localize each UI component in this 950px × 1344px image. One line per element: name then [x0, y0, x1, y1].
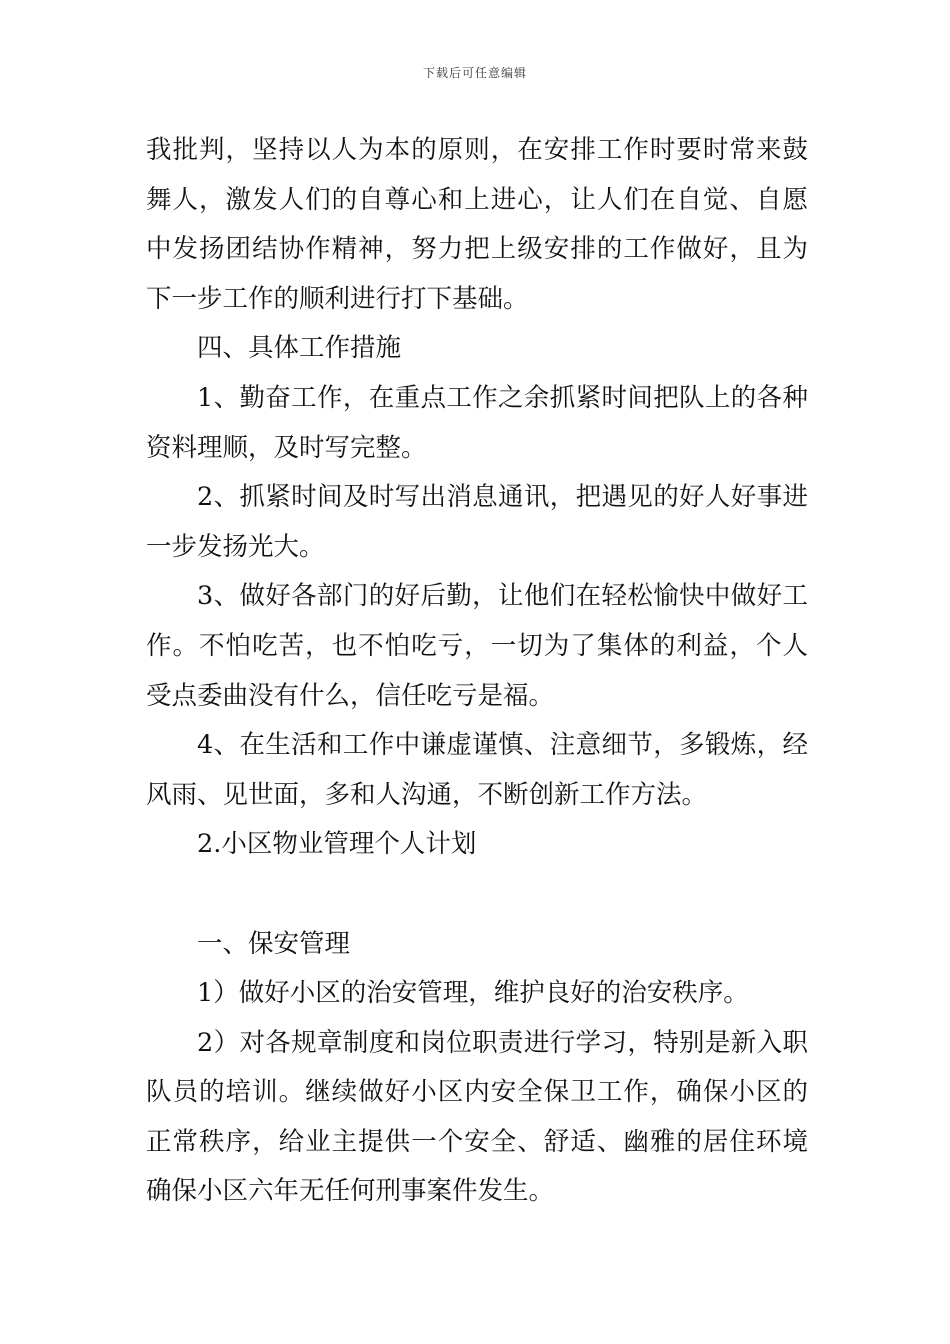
text-line: 一步发扬光大。 [146, 531, 325, 562]
text-line: 受点委曲没有什么，信任吃亏是福。 [146, 680, 555, 711]
text-line: 四、具体工作措施 [197, 333, 402, 364]
text-line: 一、保安管理 [197, 928, 351, 959]
text-line: 队员的培训。继续做好小区内安全保卫工作，确保小区的 [146, 1077, 808, 1108]
blank-line [146, 870, 808, 920]
text-line: 2）对各规章制度和岗位职责进行学习，特别是新入职 [197, 1027, 808, 1058]
document-body [146, 126, 808, 1217]
text-line: 2.小区物业管理个人计划 [197, 829, 477, 860]
text-line: 舞人，激发人们的自尊心和上进心，让人们在自觉、自愿 [146, 184, 808, 215]
text-line: 作。不怕吃苦，也不怕吃亏，一切为了集体的利益，个人 [146, 630, 808, 661]
text-line: 正常秩序，给业主提供一个安全、舒适、幽雅的居住环境 [146, 1126, 808, 1157]
text-line: 1、勤奋工作，在重点工作之余抓紧时间把队上的各种 [197, 382, 808, 413]
text-line: 2、抓紧时间及时写出消息通讯，把遇见的好人好事进 [197, 482, 808, 513]
text-line: 中发扬团结协作精神，努力把上级安排的工作做好，且为 [146, 234, 808, 265]
text-line: 4、在生活和工作中谦虚谨慎、注意细节，多锻炼，经 [197, 730, 808, 761]
text-line: 资料理顺，及时写完整。 [146, 432, 427, 463]
page-header: 下载后可任意编辑 [422, 66, 527, 80]
text-line: 下一步工作的顺利进行打下基础。 [146, 283, 529, 314]
text-line: 1）做好小区的治安管理，维护良好的治安秩序。 [197, 978, 749, 1009]
text-line: 3、做好各部门的好后勤，让他们在轻松愉快中做好工 [197, 581, 808, 612]
text-line: 确保小区六年无任何刑事案件发生。 [146, 1176, 555, 1207]
text-line: 我批判，坚持以人为本的原则，在安排工作时要时常来鼓 [146, 135, 808, 165]
text-line: 风雨、见世面，多和人沟通，不断创新工作方法。 [146, 779, 708, 810]
